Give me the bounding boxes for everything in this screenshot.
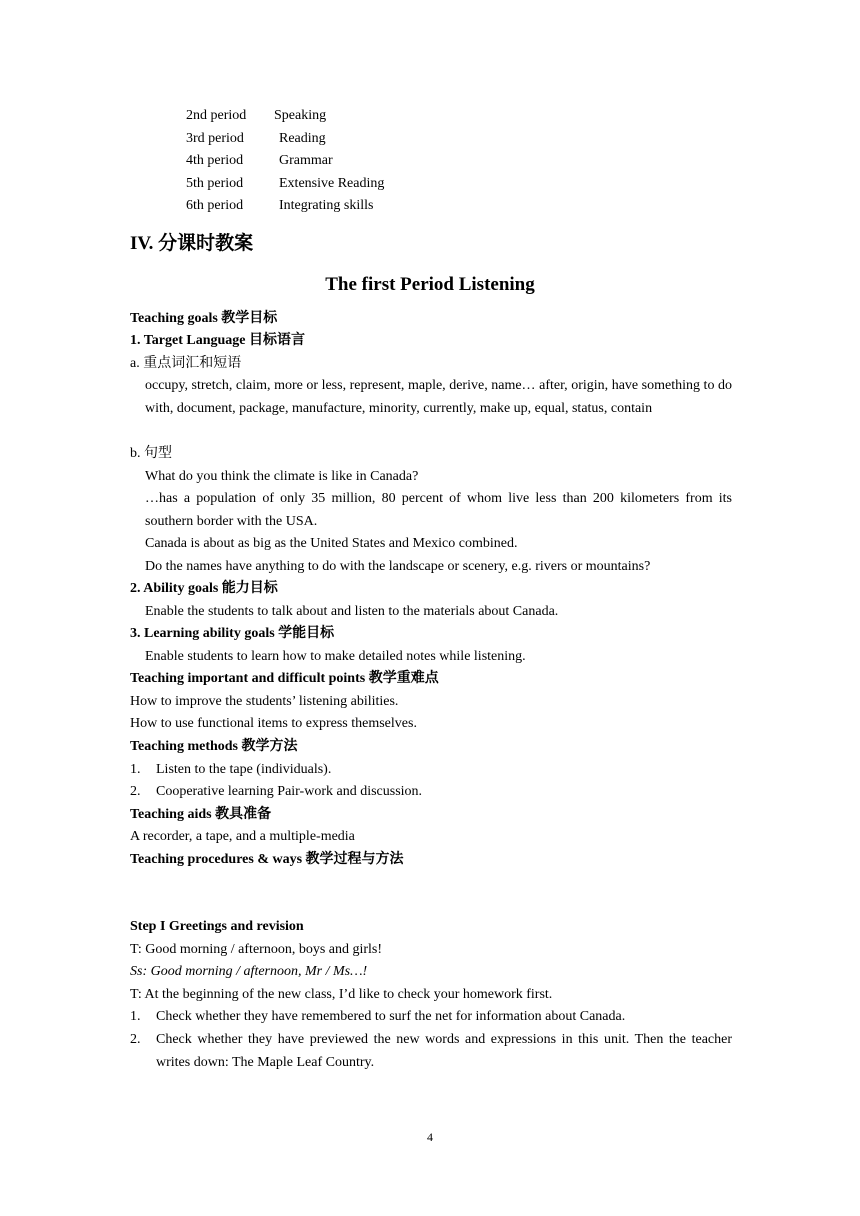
step1-students-line: Ss: Good morning / afternoon, Mr / Ms…! <box>130 964 368 979</box>
sentence-label: b. 句型 <box>130 446 172 461</box>
period-name: Integrating skills <box>279 198 374 213</box>
period-label: 6th period <box>186 198 244 213</box>
vocab-text: occupy, stretch, claim, more or less, represent, maple, derive, name… after, origin, have something to do with, document, package, manufacture, minority, currently, make up, equal, status, contain <box>145 378 732 416</box>
period-name: Reading <box>279 131 326 146</box>
learning-goals-text: Enable students to learn how to make detailed notes while listening. <box>145 649 526 664</box>
step1-heading: Step I Greetings and revision <box>130 919 304 934</box>
method-number: 2. <box>130 784 141 799</box>
step1-teacher-line-1: T: Good morning / afternoon, boys and girls! <box>130 942 383 957</box>
important-point-2: How to use functional items to express themselves. <box>130 716 417 731</box>
learning-goals-heading: 3. Learning ability goals 学能目标 <box>130 626 335 641</box>
step1-item-text: Check whether they have remembered to surf the net for information about Canada. <box>156 1009 626 1024</box>
important-point-1: How to improve the students’ listening abilities. <box>130 694 399 709</box>
step1-teacher-line-2: T: At the beginning of the new class, I’d like to check your homework first. <box>130 987 553 1002</box>
period-row <box>186 197 374 215</box>
sentence-3: Canada is about as big as the United States and Mexico combined. <box>145 536 518 551</box>
period-row <box>186 107 326 125</box>
important-points-heading: Teaching important and difficult points 教学重难点 <box>130 671 439 686</box>
ability-goals-text: Enable the students to talk about and listen to the materials about Canada. <box>145 604 559 619</box>
page-title: The first Period Listening <box>325 274 535 295</box>
sentence-1: What do you think the climate is like in Canada? <box>145 469 419 484</box>
period-row <box>186 130 326 148</box>
target-language-heading: 1. Target Language 目标语言 <box>130 333 306 348</box>
method-number: 1. <box>130 762 141 777</box>
period-name: Speaking <box>274 108 327 123</box>
sentence-2: …has a population of only 35 million, 80 percent of whom live less than 200 kilometers from its southern border with the USA. <box>145 491 732 529</box>
sentence-4: Do the names have anything to do with the landscape or scenery, e.g. rivers or mountains? <box>145 559 651 574</box>
period-name: Grammar <box>279 153 333 168</box>
procedures-heading: Teaching procedures & ways 教学过程与方法 <box>130 852 404 867</box>
period-row <box>186 175 384 193</box>
aids-text: A recorder, a tape, and a multiple-media <box>130 829 355 844</box>
step1-item-number: 2. <box>130 1032 141 1047</box>
period-label: 3rd period <box>186 131 244 146</box>
period-name: Extensive Reading <box>279 176 385 191</box>
section-heading: IV. 分课时教案 <box>130 233 254 254</box>
method-text: Cooperative learning Pair-work and discussion. <box>156 784 423 799</box>
method-text: Listen to the tape (individuals). <box>156 762 332 777</box>
period-label: 4th period <box>186 153 244 168</box>
page-number: 4 <box>427 1130 433 1144</box>
period-row <box>186 152 333 170</box>
step1-item-text: Check whether they have previewed the new words and expressions in this unit. Then the teacher writes down: The Maple Leaf Country. <box>156 1032 732 1070</box>
vocab-label: a. 重点词汇和短语 <box>130 356 242 371</box>
teaching-goals-heading: Teaching goals 教学目标 <box>130 311 278 326</box>
methods-heading: Teaching methods 教学方法 <box>130 739 298 754</box>
ability-goals-heading: 2. Ability goals 能力目标 <box>130 581 278 596</box>
period-label: 5th period <box>186 176 244 191</box>
step1-item-number: 1. <box>130 1009 141 1024</box>
period-label: 2nd period <box>186 108 247 123</box>
aids-heading: Teaching aids 教具准备 <box>130 807 272 822</box>
